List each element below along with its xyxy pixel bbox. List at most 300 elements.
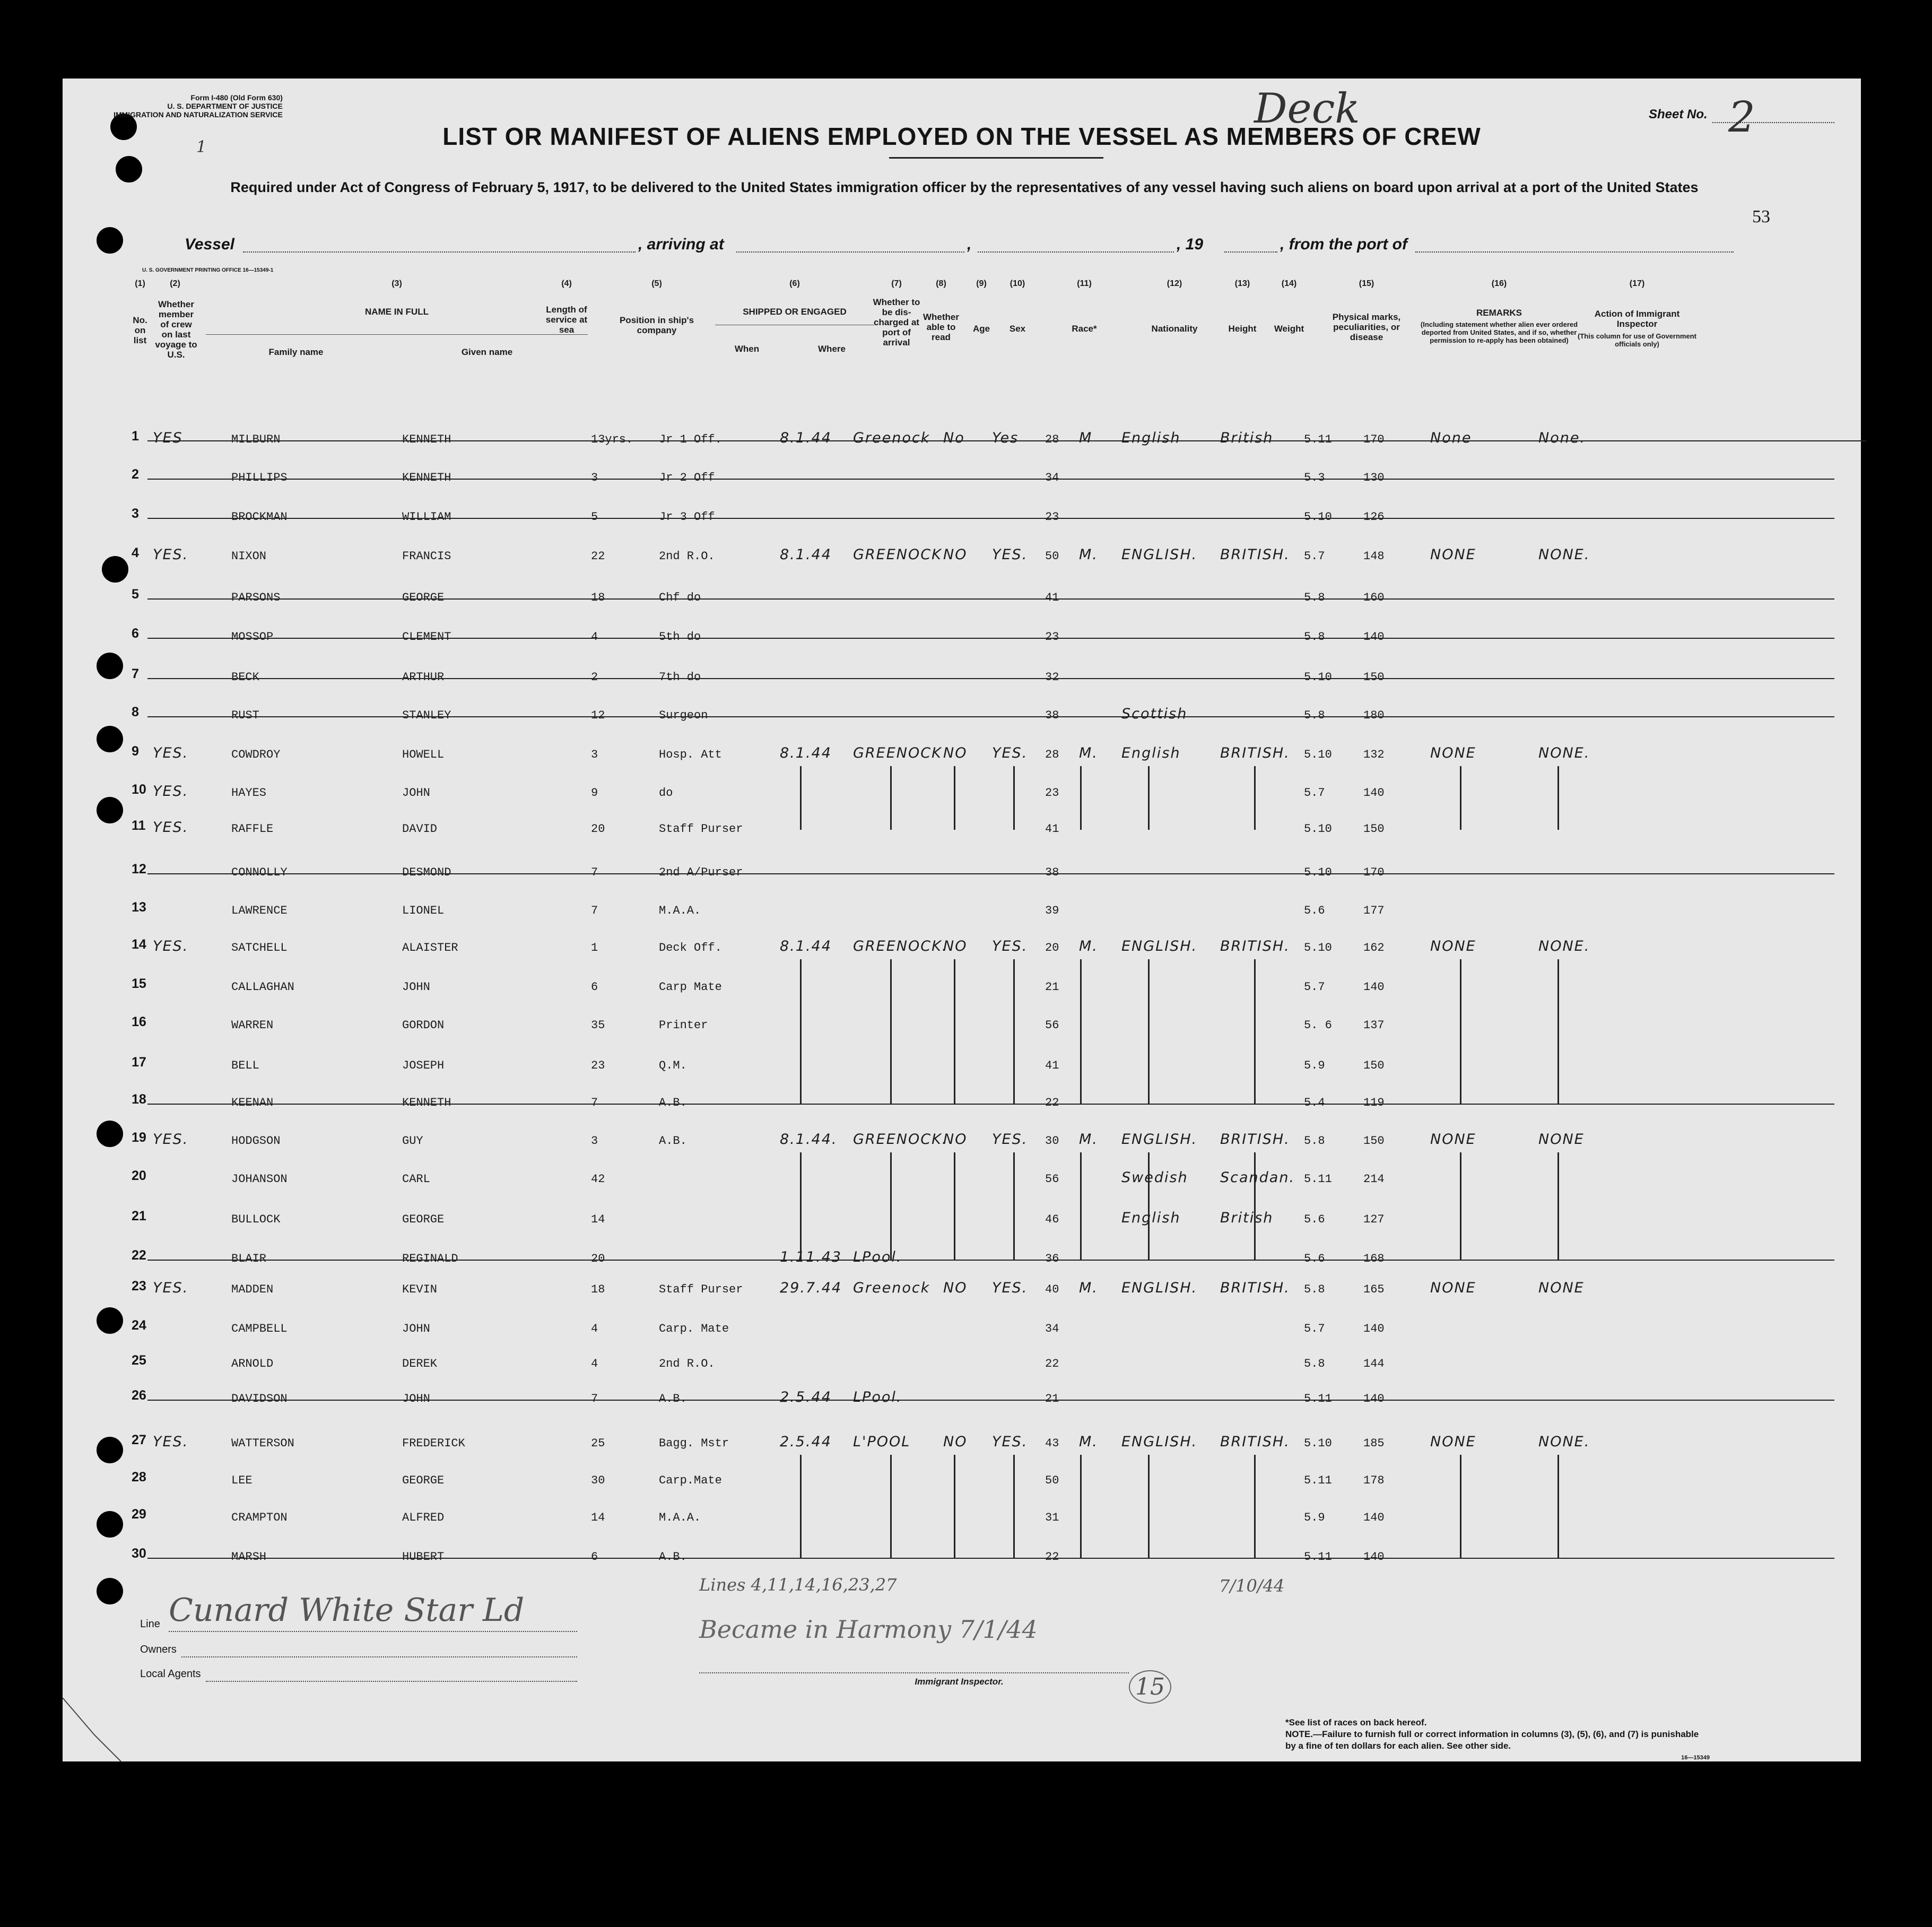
cell-position: Jr 3 Off [659, 510, 715, 524]
cell-length: 9 [591, 786, 598, 800]
cell-physical: NONE [1430, 1131, 1476, 1148]
cell-nationality: BRITISH. [1220, 745, 1290, 761]
cell-height: 5.10 [1304, 1437, 1332, 1450]
cell-given: GEORGE [402, 591, 445, 604]
header-physical-marks: Physical marks, peculiarities, or disease [1332, 312, 1401, 342]
header-age: Age [972, 324, 990, 334]
form-number-footer: 16—15349 [1681, 1755, 1710, 1761]
cell-age: 31 [1045, 1511, 1059, 1524]
cell-given: DEREK [402, 1357, 438, 1370]
cell-given: CLEMENT [402, 630, 451, 644]
cell-weight: 177 [1363, 904, 1385, 917]
cell-height: 5.7 [1304, 1322, 1325, 1335]
cell-where: GREENOCK. [853, 1131, 948, 1148]
cell-length: 18 [591, 1283, 605, 1296]
column-number: (14) [1281, 279, 1297, 288]
row-number: 24 [132, 1318, 146, 1333]
cell-age: 36 [1045, 1252, 1059, 1265]
cell-race: English [1121, 430, 1181, 446]
cell-member: YES [153, 430, 183, 446]
ditto-mark [1080, 1152, 1082, 1260]
cell-family: MADDEN [231, 1283, 274, 1296]
cell-family: PARSONS [231, 591, 281, 604]
column-number: (8) [936, 279, 946, 288]
cell-given: KEVIN [402, 1283, 438, 1296]
cell-weight: 178 [1363, 1474, 1385, 1487]
cell-age: 21 [1045, 1392, 1059, 1405]
row-number: 27 [132, 1433, 146, 1447]
cell-position: A.B. [659, 1096, 687, 1109]
cell-length: 20 [591, 822, 605, 836]
corner-fold [63, 1698, 126, 1761]
binder-hole [116, 156, 142, 183]
header-weight: Weight [1274, 324, 1304, 334]
cell-sex: M. [1079, 1434, 1098, 1450]
row-number: 8 [132, 705, 139, 719]
cell-remarks: NONE. [1538, 745, 1590, 761]
cell-physical: NONE [1430, 1280, 1476, 1296]
cell-given: WILLIAM [402, 510, 451, 524]
cell-nationality: BRITISH. [1220, 938, 1290, 954]
cell-height: 5.11 [1304, 1550, 1332, 1564]
from-port-label: , from the port of [1280, 236, 1407, 253]
cell-sex: M [1079, 430, 1093, 446]
ditto-mark [1254, 766, 1256, 830]
column-number: (6) [789, 279, 800, 288]
cell-remarks: None. [1538, 430, 1586, 446]
cell-family: MOSSOP [231, 630, 274, 644]
cell-family: PHILLIPS [231, 471, 288, 484]
cell-length: 25 [591, 1437, 605, 1450]
row-number: 3 [132, 506, 139, 521]
cell-family: LEE [231, 1474, 253, 1487]
ditto-mark [800, 766, 802, 830]
cell-height: 5.11 [1304, 433, 1332, 446]
cell-position: M.A.A. [659, 904, 701, 917]
cell-length: 3 [591, 1134, 598, 1148]
ditto-mark [954, 1455, 955, 1558]
cell-sex: M. [1079, 1280, 1098, 1296]
row-number: 11 [132, 818, 146, 833]
cell-weight: 150 [1363, 671, 1385, 684]
cell-age: 23 [1045, 510, 1059, 524]
vessel-field [243, 251, 636, 253]
cell-weight: 137 [1363, 1019, 1385, 1032]
cell-height: 5.8 [1304, 1357, 1325, 1370]
column-number: (9) [976, 279, 987, 288]
cell-age: 41 [1045, 822, 1059, 836]
cell-weight: 140 [1363, 786, 1385, 800]
column-number: (2) [170, 279, 180, 288]
cell-length: 30 [591, 1474, 605, 1487]
cell-position: 2nd R.O. [659, 550, 715, 563]
column-number: (7) [891, 279, 902, 288]
cell-when: 8.1.44 [780, 546, 832, 563]
cell-position: A.B. [659, 1550, 687, 1564]
cell-weight: 165 [1363, 1283, 1385, 1296]
cell-member: YES. [153, 819, 189, 836]
cell-length: 5 [591, 510, 598, 524]
cell-where: L'POOL [853, 1434, 911, 1450]
cell-family: RUST [231, 709, 259, 722]
cell-height: 5.8 [1304, 630, 1325, 644]
cell-height: 5.9 [1304, 1059, 1325, 1072]
cell-age: 28 [1045, 748, 1059, 761]
manifest-sheet [63, 79, 1861, 1761]
cell-position: 2nd R.O. [659, 1357, 715, 1370]
cell-length: 7 [591, 1392, 598, 1405]
cell-given: JOHN [402, 1322, 430, 1335]
cell-age: 22 [1045, 1550, 1059, 1564]
header-discharged: Whether to be dis-charged at port of arrival [873, 297, 920, 348]
cell-member: YES. [153, 1434, 189, 1450]
column-number: (12) [1167, 279, 1182, 288]
ditto-mark [1557, 1455, 1559, 1558]
row-number: 29 [132, 1507, 146, 1522]
cell-where: Greenock [853, 430, 930, 446]
cell-position: A.B. [659, 1134, 687, 1148]
strike-through-line [147, 873, 1834, 874]
cell-position: Chf do [659, 591, 701, 604]
cell-height: 5.6 [1304, 1252, 1325, 1265]
cell-height: 5.10 [1304, 866, 1332, 879]
inspector-signature-date: 7/10/44 [1219, 1576, 1285, 1596]
strike-through-line [147, 716, 1834, 717]
cell-weight: 119 [1363, 1096, 1385, 1109]
column-number: (3) [391, 279, 402, 288]
document-title: LIST OR MANIFEST OF ALIENS EMPLOYED ON THE VESSEL AS MEMBERS OF CREW [442, 123, 1481, 150]
row-number: 21 [132, 1209, 146, 1223]
cell-length: 7 [591, 1096, 598, 1109]
cell-weight: 180 [1363, 709, 1385, 722]
cell-family: RAFFLE [231, 822, 274, 836]
header-remarks: REMARKS [1476, 308, 1522, 318]
column-number: (16) [1491, 279, 1507, 288]
row-number: 17 [132, 1055, 146, 1070]
ditto-mark [1080, 959, 1082, 1104]
row-number: 23 [132, 1279, 146, 1294]
cell-weight: 140 [1363, 630, 1385, 644]
cell-sex: M. [1079, 1131, 1098, 1148]
cell-age: 30 [1045, 1134, 1059, 1148]
cell-length: 6 [591, 1550, 598, 1564]
ditto-mark [1013, 1455, 1015, 1558]
cell-nationality: BRITISH. [1220, 1131, 1290, 1148]
row-number: 22 [132, 1248, 146, 1263]
row-number: 12 [132, 862, 146, 876]
cell-position: Staff Purser [659, 822, 743, 836]
title-underline [889, 157, 1103, 159]
port-field [1415, 251, 1734, 253]
cell-age: 22 [1045, 1357, 1059, 1370]
column-number: (15) [1359, 279, 1374, 288]
cell-read: YES. [992, 938, 1028, 954]
cell-height: 5.11 [1304, 1173, 1332, 1186]
form-number: Form I-480 (Old Form 630) [190, 93, 283, 102]
owners-field [181, 1656, 577, 1657]
strike-through-line [147, 678, 1834, 679]
cell-given: GEORGE [402, 1213, 445, 1226]
owners-label: Owners [140, 1644, 177, 1655]
cell-sex: M. [1079, 546, 1098, 563]
cell-given: JOHN [402, 1392, 430, 1405]
cell-height: 5.10 [1304, 510, 1332, 524]
binder-hole [97, 1578, 123, 1604]
name-header-rule [206, 334, 588, 335]
cell-family: HAYES [231, 786, 267, 800]
binder-hole [97, 653, 123, 679]
department: U. S. DEPARTMENT OF JUSTICE [167, 102, 283, 110]
cell-read: YES. [992, 745, 1028, 761]
cell-length: 14 [591, 1213, 605, 1226]
cell-discharged: NO [943, 1434, 968, 1450]
cell-given: LIONEL [402, 904, 445, 917]
row-number: 18 [132, 1092, 146, 1107]
cell-length: 18 [591, 591, 605, 604]
column-number: (17) [1629, 279, 1645, 288]
ditto-mark [1254, 1152, 1256, 1260]
row-number: 10 [132, 782, 146, 797]
footer-note [1285, 1717, 1710, 1764]
cell-length: 14 [591, 1511, 605, 1524]
column-number: (13) [1234, 279, 1250, 288]
cell-height: 5. 6 [1304, 1019, 1332, 1032]
service: IMMIGRATION AND NATURALIZATION SERVICE [114, 110, 283, 119]
cell-age: 28 [1045, 433, 1059, 446]
header-where: Where [818, 344, 846, 354]
cell-position: Jr 2 Off [659, 471, 715, 484]
cell-read: YES. [992, 546, 1028, 563]
binder-hole [97, 1511, 123, 1538]
cell-weight: 150 [1363, 822, 1385, 836]
arriving-field [736, 251, 964, 253]
ditto-mark [1013, 959, 1015, 1104]
cell-read: YES. [992, 1280, 1028, 1296]
cell-age: 40 [1045, 1283, 1059, 1296]
cell-nationality: British [1220, 430, 1274, 446]
cell-given: KENNETH [402, 471, 451, 484]
cell-family: CALLAGHAN [231, 980, 294, 994]
document-subtitle: Required under Act of Congress of February 5, 1917, to be delivered to the United States immigration officer by the representatives of any vessel having such aliens on board upon arrival at a port of the United States [230, 179, 1699, 195]
cell-weight: 148 [1363, 550, 1385, 563]
sheet-number: 2 [1728, 92, 1755, 142]
cell-weight: 162 [1363, 941, 1385, 954]
cell-given: DAVID [402, 822, 438, 836]
cell-family: BROCKMAN [231, 510, 288, 524]
cell-member: YES. [153, 938, 189, 954]
local-agents-field [206, 1681, 577, 1682]
cell-position: Carp. Mate [659, 1322, 729, 1335]
cell-family: KEENAN [231, 1096, 274, 1109]
cell-family: CAMPBELL [231, 1322, 288, 1335]
form-identifier [114, 93, 283, 119]
cell-physical: NONE [1430, 1434, 1476, 1450]
cell-discharged: NO [943, 1280, 968, 1296]
penalty-note: NOTE.—Failure to furnish full or correct information in columns (3), (5), (6), and (7) is punishable by a fine of ten dollars for each alien. See other side. [1285, 1729, 1699, 1751]
cell-family: ARNOLD [231, 1357, 274, 1370]
cell-position: Carp.Mate [659, 1474, 722, 1487]
cell-remarks: NONE. [1538, 1434, 1590, 1450]
line-label: Line [140, 1618, 160, 1630]
cell-weight: 160 [1363, 591, 1385, 604]
ditto-mark [1080, 1455, 1082, 1558]
cell-race: ENGLISH. [1121, 1280, 1198, 1296]
header-height: Height [1228, 324, 1257, 334]
cell-family: BLAIR [231, 1252, 267, 1265]
cell-height: 5.7 [1304, 550, 1325, 563]
cell-weight: 127 [1363, 1213, 1385, 1226]
ditto-mark [890, 959, 892, 1104]
cell-race: English [1121, 745, 1181, 761]
cell-age: 23 [1045, 786, 1059, 800]
binder-hole [97, 1307, 123, 1334]
strike-through-line [147, 638, 1834, 639]
cell-height: 5.7 [1304, 786, 1325, 800]
page-mark: 53 [1752, 207, 1770, 227]
cell-race: ENGLISH. [1121, 1131, 1198, 1148]
cell-position: Bagg. Mstr [659, 1437, 729, 1450]
header-member-last-voyage: Whether member of crew on last voyage to U.S. [155, 299, 197, 360]
cell-length: 13yrs. [591, 433, 633, 446]
cell-nationality: Scandan. [1220, 1169, 1295, 1186]
ditto-mark [1148, 1455, 1150, 1558]
cell-length: 12 [591, 709, 605, 722]
cell-discharged: NO [943, 1131, 968, 1148]
ditto-mark [1557, 1152, 1559, 1260]
circled-number: 15 [1129, 1670, 1171, 1704]
cell-nationality: British [1220, 1210, 1274, 1226]
cell-height: 5.8 [1304, 1283, 1325, 1296]
cell-when: 8.1.44. [780, 1131, 838, 1148]
cell-age: 46 [1045, 1213, 1059, 1226]
cell-position: 5th do [659, 630, 701, 644]
cell-family: WATTERSON [231, 1437, 294, 1450]
cell-given: JOHN [402, 786, 430, 800]
cell-age: 39 [1045, 904, 1059, 917]
cell-age: 34 [1045, 1322, 1059, 1335]
row-number: 20 [132, 1168, 146, 1183]
binder-hole [97, 1121, 123, 1147]
cell-read: YES. [992, 1434, 1028, 1450]
column-number: (1) [135, 279, 145, 288]
cell-family: MILBURN [231, 433, 281, 446]
cell-given: GEORGE [402, 1474, 445, 1487]
cell-height: 5.8 [1304, 709, 1325, 722]
cell-physical: None [1430, 430, 1472, 446]
cell-race: ENGLISH. [1121, 938, 1198, 954]
cell-when: 2.5.44 [780, 1434, 832, 1450]
cell-age: 38 [1045, 709, 1059, 722]
line-field [169, 1631, 577, 1632]
cell-physical: NONE [1430, 938, 1476, 954]
cell-race: English [1121, 1210, 1181, 1226]
vessel-label: Vessel [185, 236, 234, 253]
cell-given: FRANCIS [402, 550, 451, 563]
printing-office: U. S. GOVERNMENT PRINTING OFFICE 16—15349-1 [142, 267, 274, 273]
cell-nationality: BRITISH. [1220, 1280, 1290, 1296]
ditto-mark [1254, 1455, 1256, 1558]
inspector-label: Immigrant Inspector. [915, 1677, 1004, 1687]
cell-given: HUBERT [402, 1550, 445, 1564]
cell-read: YES. [992, 1131, 1028, 1148]
cell-weight: 140 [1363, 1511, 1385, 1524]
cell-length: 2 [591, 671, 598, 684]
cell-length: 23 [591, 1059, 605, 1072]
year-label: , 19 [1177, 236, 1204, 253]
cell-where: Greenock [853, 1280, 930, 1296]
cell-height: 5.6 [1304, 1213, 1325, 1226]
cell-age: 23 [1045, 630, 1059, 644]
ditto-mark [1557, 766, 1559, 830]
row-number: 26 [132, 1388, 146, 1403]
cell-age: 32 [1045, 671, 1059, 684]
row-number: 4 [132, 545, 139, 560]
ditto-mark [800, 1152, 802, 1260]
cell-position: 7th do [659, 671, 701, 684]
binder-hole [97, 227, 123, 254]
cell-family: BELL [231, 1059, 259, 1072]
cell-where: GREENOCK [853, 745, 942, 761]
ditto-mark [890, 1455, 892, 1558]
strike-through-line [147, 598, 1834, 600]
cell-position: Q.M. [659, 1059, 687, 1072]
cell-length: 42 [591, 1173, 605, 1186]
row-number: 30 [132, 1546, 146, 1561]
row-number: 19 [132, 1130, 146, 1145]
header-action: Action of Immigrant Inspector [1594, 309, 1680, 329]
cell-where: GREENOCK. [853, 938, 948, 954]
cell-when: 8.1.44 [780, 430, 832, 446]
cell-height: 5.8 [1304, 591, 1325, 604]
ditto-mark [800, 1455, 802, 1558]
row-number: 7 [132, 666, 139, 681]
ditto-mark [890, 766, 892, 830]
cell-age: 41 [1045, 1059, 1059, 1072]
cell-length: 7 [591, 904, 598, 917]
cell-height: 5.10 [1304, 941, 1332, 954]
comma-label: , [967, 236, 972, 253]
row-number: 9 [132, 744, 139, 759]
cell-family: DAVIDSON [231, 1392, 288, 1405]
cell-given: ARTHUR [402, 671, 445, 684]
ditto-mark [1148, 1152, 1150, 1260]
header-sex: Sex [1009, 324, 1026, 334]
row-number: 6 [132, 626, 139, 641]
ditto-mark [1460, 1152, 1461, 1260]
cell-age: 41 [1045, 591, 1059, 604]
cell-family: CONNOLLY [231, 866, 288, 879]
cell-weight: 144 [1363, 1357, 1385, 1370]
cell-length: 3 [591, 471, 598, 484]
header-action-sub: (This column for use of Government officials only) [1578, 332, 1696, 348]
cell-age: 50 [1045, 550, 1059, 563]
header-able-read: Whether able to read [923, 312, 959, 342]
cell-weight: 140 [1363, 1550, 1385, 1564]
cell-family: JOHANSON [231, 1173, 288, 1186]
ditto-mark [1148, 959, 1150, 1104]
binder-hole [97, 797, 123, 823]
cell-length: 20 [591, 1252, 605, 1265]
cell-height: 5.6 [1304, 904, 1325, 917]
cell-age: 43 [1045, 1437, 1059, 1450]
row-number: 15 [132, 976, 146, 991]
row-number: 16 [132, 1014, 146, 1029]
cell-height: 5.10 [1304, 822, 1332, 836]
cell-position: Carp Mate [659, 980, 722, 994]
cell-age: 34 [1045, 471, 1059, 484]
cell-member: YES. [153, 783, 189, 800]
row-number: 5 [132, 587, 139, 602]
